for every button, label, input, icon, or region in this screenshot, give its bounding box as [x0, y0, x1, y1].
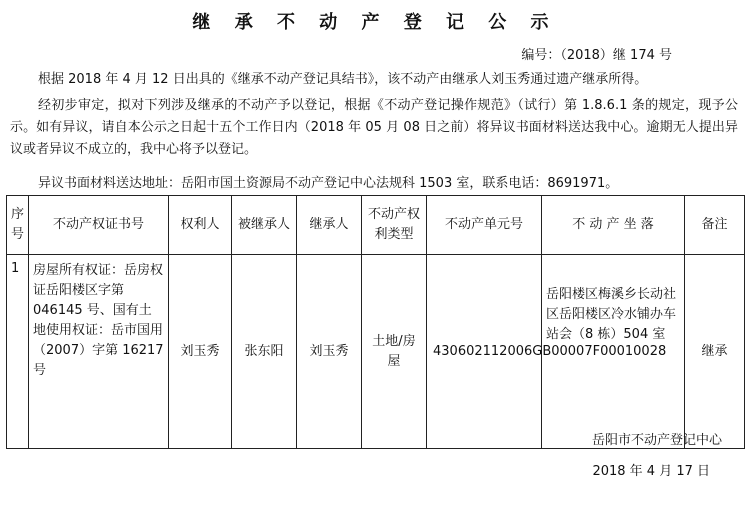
cell-right-holder: 刘玉秀 [169, 255, 232, 449]
header-remark: 备注 [685, 196, 745, 255]
cell-location: 岳阳楼区梅溪乡长动社区岳阳楼区冷水铺办车站会（8 栋）504 室 [542, 255, 685, 449]
table-header-row [7, 196, 745, 255]
header-heir: 继承人 [297, 196, 362, 255]
cell-heir: 刘玉秀 [297, 255, 362, 449]
registration-table [6, 195, 745, 449]
cell-unit-no: 430602112006GB00007F00010028 [427, 255, 542, 449]
cell-cert-no: 房屋所有权证：岳房权证岳阳楼区字第 046145 号、国有土地使用权证：岳市国用（2007）字第 16217 号 [29, 255, 169, 449]
page-title: 继 承 不 动 产 登 记 公 示 [192, 12, 558, 33]
paragraph-objection-address: 异议书面材料送达地址：岳阳市国土资源局不动产登记中心法规科 1503 室，联系电话：8691971。 [38, 176, 619, 191]
cell-right-type: 土地/房屋 [362, 255, 427, 449]
issue-date: 2018 年 4 月 17 日 [592, 464, 710, 479]
document-number: 编号：（2018）继 174 号 [521, 48, 672, 63]
table-row [7, 255, 745, 449]
paragraph-basis: 根据 2018 年 4 月 12 日出具的《继承不动产登记具结书》，该不动产由继承人刘玉秀通过遗产继承所得。 [38, 72, 648, 87]
issuing-organization: 岳阳市不动产登记中心 [591, 433, 722, 448]
header-seq: 序号 [7, 196, 29, 255]
header-decedent: 被继承人 [232, 196, 297, 255]
header-right-type: 不动产权利类型 [362, 196, 427, 255]
header-unit-no: 不动产单元号 [427, 196, 542, 255]
cell-remark: 继承 [685, 255, 745, 449]
cell-decedent: 张东阳 [232, 255, 297, 449]
header-cert-no: 不动产权证书号 [29, 196, 169, 255]
paragraph-notice: 经初步审定，拟对下列涉及继承的不动产予以登记，根据《不动产登记操作规范》（试行）第 1.8.6.1 条的规定，现予公示。如有异议，请自本公示之日起十五个工作日内（2018 年 05 月 08 日之前）将异议书面材料送达我中心。逾期无人提出异议或者异议不成立的，我中心将予以登记。 [10, 98, 738, 157]
cell-seq: 1 [7, 255, 29, 449]
header-location: 不 动 产 坐 落 [542, 196, 685, 255]
header-right-holder: 权利人 [169, 196, 232, 255]
